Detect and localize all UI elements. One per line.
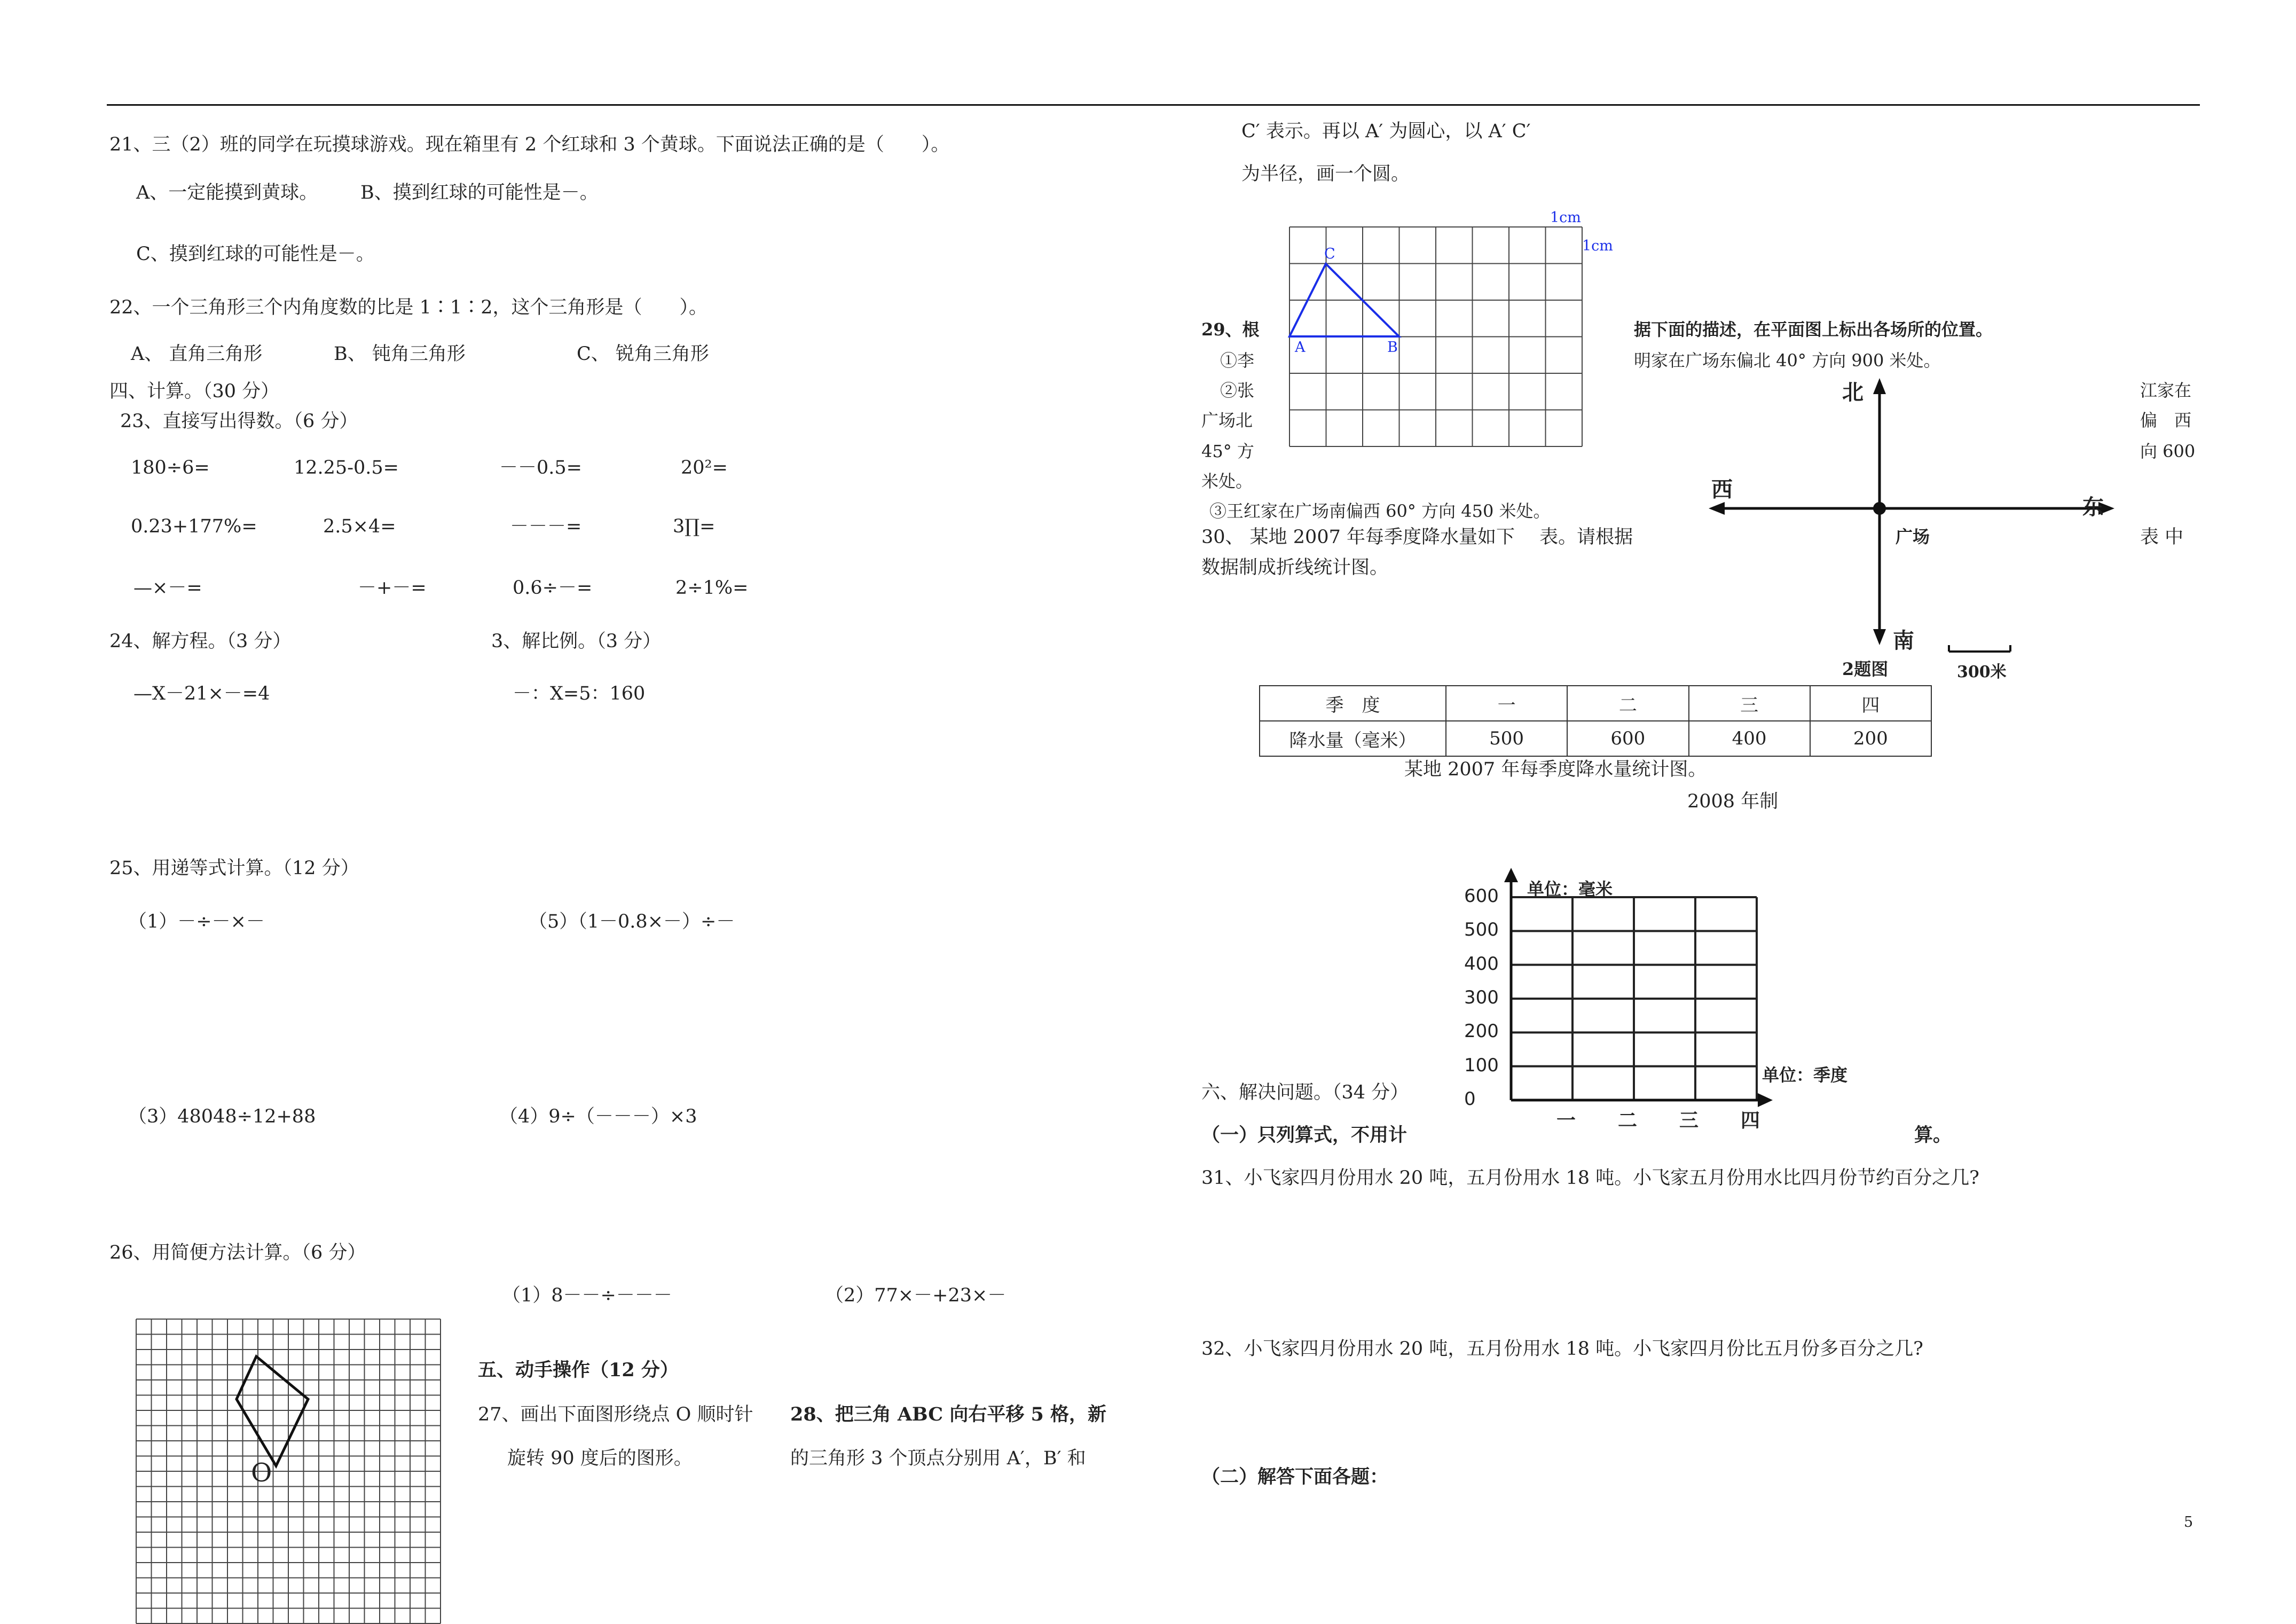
line-chart-grid (1452, 865, 1933, 1132)
table-cell: 降水量（毫米） (1260, 721, 1446, 756)
q30-line-2: 数据制成折线统计图。 (1201, 557, 1389, 578)
q27-line-1: 27、画出下面图形绕点 O 顺时针 (478, 1404, 753, 1425)
q30-right: 表 中 (2140, 527, 2184, 548)
kite-grid (136, 1319, 441, 1623)
q21-option-b: B、摸到红球的可能性是－。 (360, 182, 599, 203)
q29-right-3: 向 600 (2140, 441, 2196, 461)
compass-scale: 300米 (1957, 663, 2007, 681)
q29-right-2: 偏 西 (2140, 410, 2192, 430)
triangle-label-b: B (1387, 339, 1398, 356)
table-row (1260, 721, 1931, 756)
q23-item: 0.23+177%= (131, 516, 257, 537)
q25-text: 25、用递等式计算。（12 分） (109, 858, 359, 879)
triangle-label-c: C (1324, 246, 1335, 262)
q21-option-c: C、摸到红球的可能性是－。 (136, 244, 375, 265)
q23-item: 20²= (681, 457, 728, 478)
chart-x-tick: 二 (1618, 1109, 1638, 1132)
chart-y-tick: 300 (1464, 987, 1499, 1008)
q23-item: －+－= (358, 577, 427, 599)
chart-y-tick: 500 (1464, 919, 1499, 941)
grid-unit-horizontal: 1cm (1550, 209, 1581, 226)
chart-x-tick: 三 (1679, 1109, 1699, 1132)
q29-item-3: ③王红家在广场南偏西 60° 方向 450 米处。 (1209, 501, 1551, 521)
kite-point-o: O (251, 1458, 272, 1488)
table-cell: 二 (1567, 686, 1688, 721)
q21-text: 21、三（2）班的同学在玩摸球游戏。现在箱里有 2 个红球和 3 个黄球。下面说法正确的是（ ）。 (109, 134, 950, 155)
triangle-label-a: A (1295, 339, 1306, 356)
q29-head: 29、根 (1201, 319, 1260, 340)
q28-cont-line-1: C′ 表示。再以 A′ 为圆心，以 A′ C′ (1241, 121, 1531, 142)
q31-text: 31、小飞家四月份用水 20 吨，五月份用水 18 吨。小飞家五月份用水比四月份节约百分之几? (1201, 1167, 1979, 1189)
chart-y-tick: 200 (1464, 1021, 1499, 1042)
q29-item-1b: 明家在广场东偏北 40° 方向 900 米处。 (1634, 350, 1941, 371)
subsection-1-part-b: 算。 (1914, 1124, 1952, 1146)
grid-unit-vertical: 1cm (1582, 238, 1613, 254)
q22-option-a: A、 直角三角形 (131, 343, 263, 365)
q29-item-2b-2: 45° 方 (1201, 441, 1254, 461)
chart-y-tick: 400 (1464, 953, 1499, 975)
chart-x-tick: 四 (1741, 1109, 1760, 1132)
table-cell: 季 度 (1260, 686, 1446, 721)
compass-caption: 2题图 (1842, 659, 1889, 679)
table-cell: 600 (1567, 721, 1688, 756)
q24-text: 24、解方程。（3 分） (109, 631, 292, 652)
q29-item-1a: ①李 (1220, 350, 1255, 371)
q26-item-1: （1）8－－÷－－－ (502, 1285, 672, 1306)
rainfall-table (1259, 685, 1932, 757)
table-caption: 某地 2007 年每季度降水量统计图。 (1404, 759, 1707, 780)
page-number: 5 (2184, 1514, 2193, 1531)
q29-text: 据下面的描述，在平面图上标出各场所的位置。 (1634, 319, 1993, 340)
q23-item: 3∏= (673, 516, 715, 537)
q22-option-c: C、 锐角三角形 (577, 343, 709, 365)
q22-option-b: B、 钝角三角形 (334, 343, 466, 365)
compass-east: 东 (2082, 495, 2104, 520)
q23-item: 12.25-0.5= (294, 457, 399, 478)
section-5-title: 五、动手操作（12 分） (478, 1359, 679, 1381)
q23-item: 2.5×4= (323, 516, 396, 537)
q29-right-1: 江家在 (2140, 380, 2192, 401)
q27-line-2: 旋转 90 度后的图形。 (507, 1448, 693, 1469)
q23-text: 23、直接写出得数。（6 分） (120, 411, 358, 432)
q25-item-3: （3）48048÷12+88 (128, 1106, 316, 1127)
q25-item-4: （4）9÷（－－－）×3 (499, 1106, 697, 1127)
q29-item-2a: ②张 (1220, 380, 1255, 401)
q23-item: 2÷1%= (675, 577, 749, 599)
q23-item: —×－= (133, 577, 202, 599)
subsection-2-title: （二）解答下面各题： (1201, 1466, 1389, 1488)
table-date: 2008 年制 (1687, 791, 1779, 812)
q25-item-1: （1）－÷－×－ (128, 911, 265, 932)
q32-text: 32、小飞家四月份用水 20 吨，五月份用水 18 吨。小飞家四月份比五月份多百分之几? (1201, 1338, 1923, 1360)
q24-equation-1: —X－21×－=4 (133, 683, 270, 704)
q28-line-1: 28、把三角 ABC 向右平移 5 格，新 (790, 1403, 1107, 1425)
table-cell: 四 (1810, 686, 1931, 721)
q26-item-2: （2）77×－+23×－ (825, 1285, 1007, 1306)
q28-cont-line-2: 为半径，画一个圆。 (1241, 163, 1410, 185)
compass-north: 北 (1842, 380, 1863, 405)
section-6-title: 六、解决问题。（34 分） (1201, 1082, 1409, 1103)
table-cell: 一 (1446, 686, 1567, 721)
table-cell: 500 (1446, 721, 1567, 756)
q23-item: －－－= (510, 516, 582, 537)
top-rule (107, 104, 2200, 106)
subsection-1-part-a: （一）只列算式，不用计 (1201, 1124, 1408, 1146)
chart-y-tick: 600 (1464, 885, 1499, 907)
chart-x-unit: 单位：季度 (1762, 1065, 1848, 1085)
table-cell: 400 (1689, 721, 1810, 756)
chart-x-tick: 一 (1556, 1109, 1576, 1132)
q23-item: 0.6÷－= (513, 577, 593, 599)
q23-item: －－0.5= (499, 457, 582, 478)
q21-option-a: A、一定能摸到黄球。 (136, 182, 318, 203)
q26-text: 26、用简便方法计算。（6 分） (109, 1242, 366, 1264)
compass-center-label: 广场 (1896, 527, 1930, 547)
chart-y-tick: 100 (1464, 1054, 1499, 1076)
compass-west: 西 (1711, 477, 1733, 502)
table-cell: 200 (1810, 721, 1931, 756)
q30-line-1: 30、 某地 2007 年每季度降水量如下 表。请根据 (1201, 527, 1633, 548)
q25-item-5: （5）（1－0.8×－）÷－ (529, 911, 735, 932)
q29-item-2b-3: 米处。 (1201, 471, 1253, 491)
chart-y-unit: 单位：毫米 (1527, 879, 1613, 899)
q24-proportion-text: 3、解比例。（3 分） (491, 631, 662, 652)
section-4-title: 四、计算。（30 分） (109, 381, 280, 402)
q22-text: 22、一个三角形三个内角度数的比是 1∶1∶2，这个三角形是（ ）。 (109, 297, 707, 318)
q28-line-2: 的三角形 3 个顶点分别用 A′，B′ 和 (790, 1448, 1086, 1469)
table-cell: 三 (1689, 686, 1810, 721)
chart-y-tick: 0 (1464, 1088, 1476, 1110)
q23-item: 180÷6= (131, 457, 210, 478)
q24-equation-2: －：X=5：160 (513, 683, 646, 704)
compass-south: 南 (1893, 628, 1914, 653)
table-row (1260, 686, 1931, 721)
q29-item-2b-1: 广场北 (1201, 410, 1253, 430)
kite-shape (237, 1356, 308, 1466)
